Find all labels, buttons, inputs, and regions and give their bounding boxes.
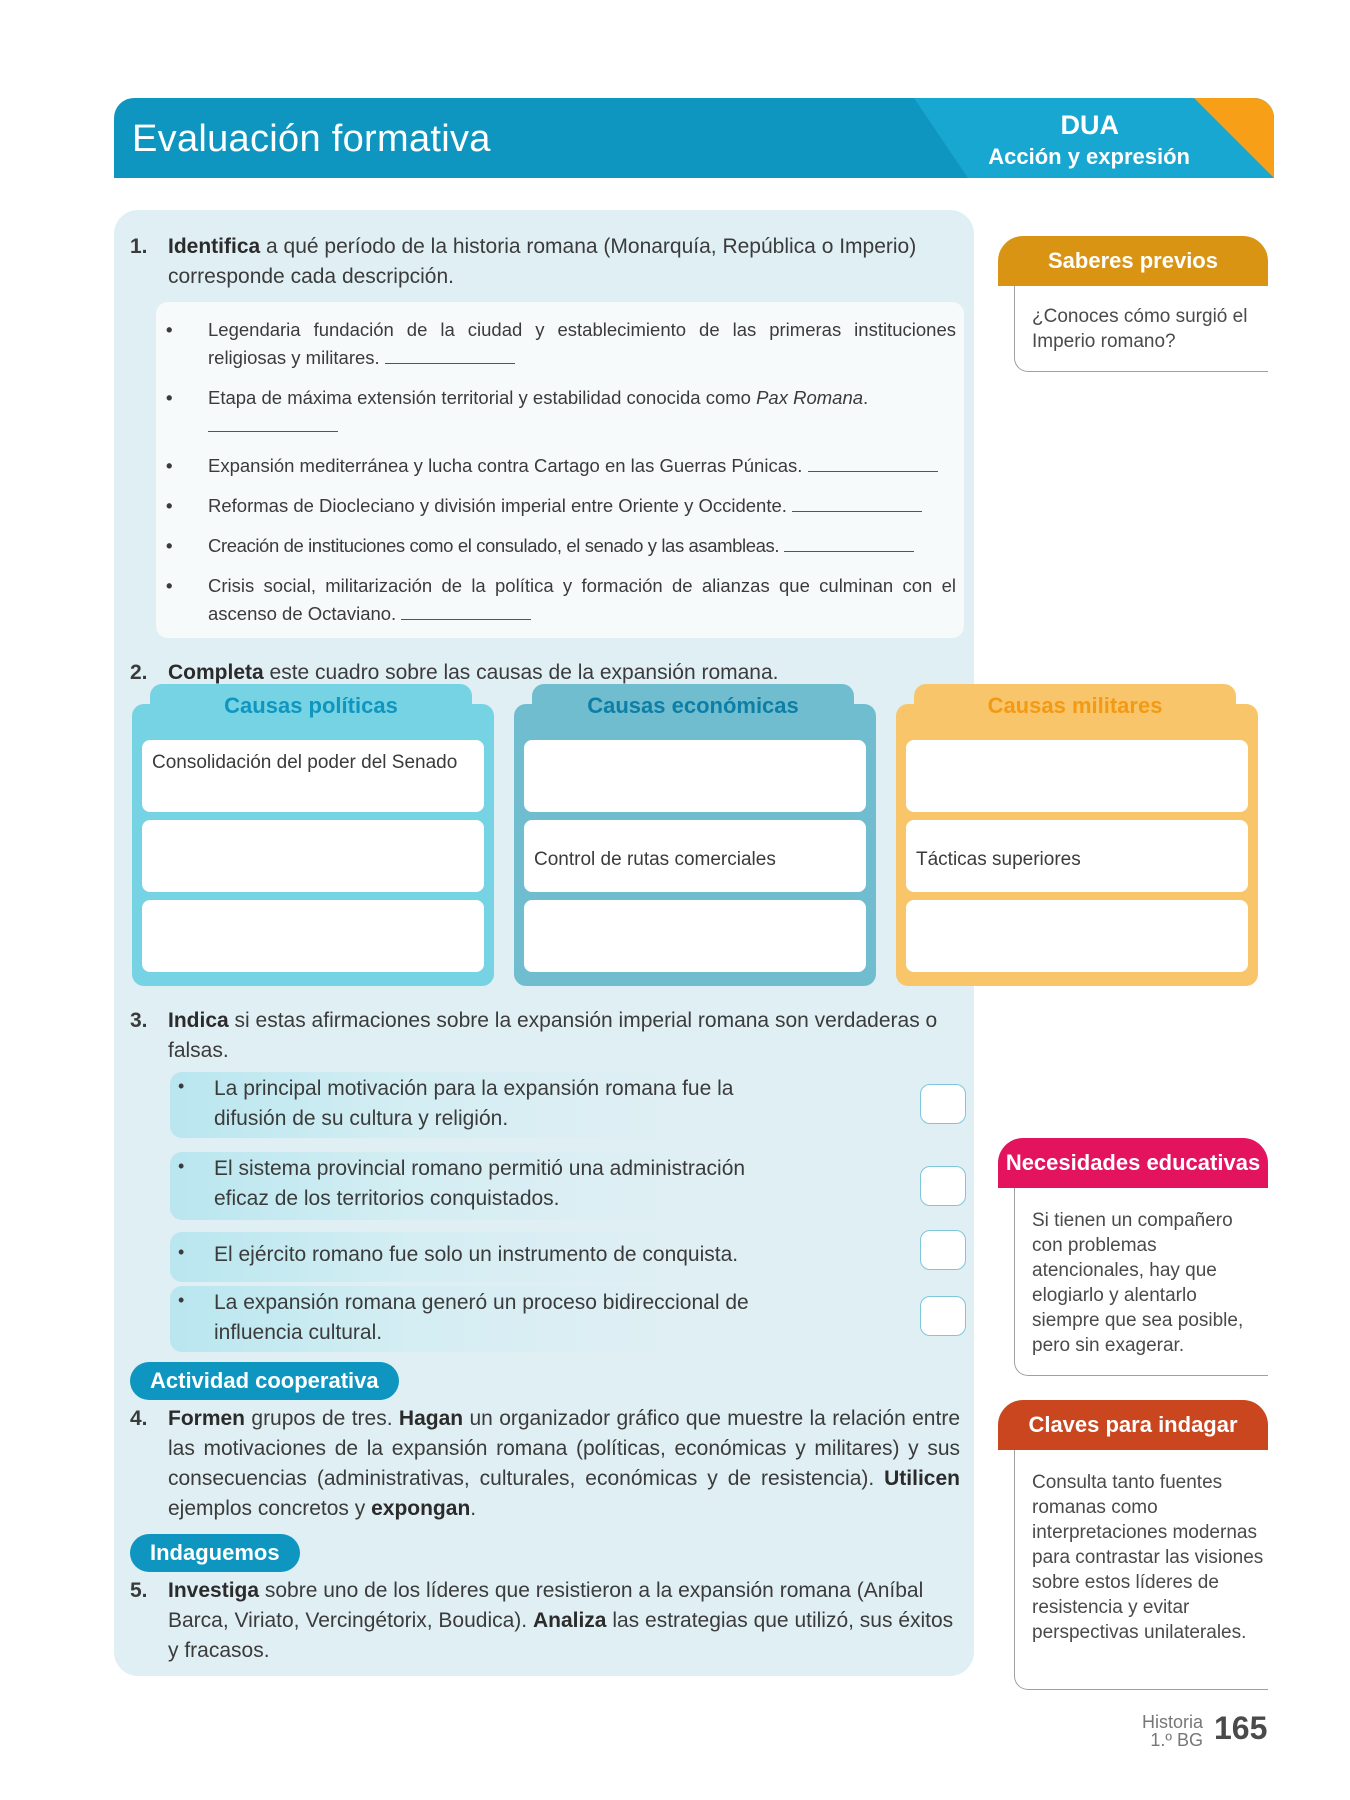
answer-blank[interactable]	[792, 494, 922, 512]
true-false-item: • El sistema provincial romano permitió una administración eficaz de los territorios conquistados.	[170, 1152, 970, 1220]
cause-cell[interactable]	[524, 900, 866, 972]
list-item: • Crisis social, militarización de la política y formación de alianzas que culminan con el ascenso de Octaviano.	[166, 575, 956, 624]
footer-subject: Historia 1.º BG	[1141, 1712, 1203, 1750]
political-causes-box	[132, 693, 494, 986]
economic-causes-box	[514, 693, 876, 986]
cause-cell[interactable]: Control de rutas comerciales	[524, 820, 866, 892]
section-title: Evaluación formativa	[132, 118, 491, 160]
cause-cell[interactable]	[906, 900, 1248, 972]
answer-blank[interactable]	[385, 346, 515, 364]
special-needs-title: Necesidades educativas	[998, 1138, 1268, 1188]
list-item: • Reformas de Diocleciano y división imperial entre Oriente y Occidente.	[166, 492, 956, 520]
true-false-item: • El ejército romano fue solo un instrumento de conquista.	[170, 1232, 970, 1282]
cause-cell[interactable]: Tácticas superiores	[906, 820, 1248, 892]
box-border	[1014, 1188, 1268, 1376]
dua-title: DUA	[1060, 110, 1119, 140]
question-1	[130, 232, 960, 292]
cause-cell[interactable]	[906, 740, 1248, 812]
special-needs-text: Si tienen un compañero con problemas atencionales, hay que elogiarlo y alentarlo siempre que sea posible, pero sin exagerar.	[1032, 1210, 1244, 1356]
military-causes-box	[896, 693, 1258, 986]
page-number: 165	[1214, 1710, 1268, 1746]
true-false-item: • La expansión romana generó un proceso bidireccional de influencia cultural.	[170, 1286, 970, 1352]
section-header	[114, 98, 1274, 178]
true-false-item: • La principal motivación para la expansión romana fue la difusión de su cultura y religión.	[170, 1072, 970, 1138]
list-item: • Creación de instituciones como el consulado, el senado y las asambleas.	[166, 532, 956, 560]
answer-blank[interactable]	[784, 534, 914, 552]
question-3: 3. Indica si estas afirmaciones sobre la expansión imperial romana son verdaderas o falsas.	[130, 1009, 938, 1062]
question-5: 5. Investiga sobre uno de los líderes que resistieron a la expansión romana (Aníbal Barca, Viriato, Vercingétorix, Boudica). Analiza las estrategias que utilizó, sus éxitos y fracasos.	[130, 1579, 954, 1662]
period-list	[156, 302, 964, 638]
answer-blank[interactable]	[808, 454, 938, 472]
cause-cell[interactable]: Consolidación del poder del Senado	[142, 740, 484, 812]
true-false-answer-box[interactable]	[920, 1296, 966, 1336]
prior-knowledge-title: Saberes previos	[998, 236, 1268, 286]
research-label: Indaguemos	[130, 1534, 300, 1572]
military-causes-title: Causas militares	[914, 684, 1236, 730]
question-verb: Identifica	[168, 235, 261, 258]
prior-knowledge-text: ¿Conoces cómo surgió el Imperio romano?	[1032, 306, 1248, 352]
list-item: • Legendaria fundación de la ciudad y establecimiento de las primeras instituciones religiosas y militares.	[166, 319, 956, 368]
true-false-answer-box[interactable]	[920, 1230, 966, 1270]
question-4: 4. Formen grupos de tres. Hagan un organizador gráfico que muestre la relación entre las motivaciones de la expansión romana (políticas, económicas y militares) y sus consecuencias (administrativas, culturales, económicas y de resistencia). Utilicen ejemplos concretos y expongan.	[130, 1407, 960, 1520]
cause-cell[interactable]	[142, 900, 484, 972]
cause-cell[interactable]	[142, 820, 484, 892]
answer-blank[interactable]	[401, 602, 531, 620]
question-text: a qué período de la historia romana (Monarquía, República o Imperio) corresponde cada descripción.	[168, 235, 917, 288]
prior-knowledge-box	[998, 236, 1268, 376]
list-item: • Etapa de máxima extensión territorial y estabilidad conocida como Pax Romana.	[166, 384, 956, 440]
dua-subtitle: Acción y expresión	[988, 144, 1190, 169]
research-keys-box	[998, 1400, 1268, 1690]
cooperative-activity-label: Actividad cooperativa	[130, 1362, 399, 1400]
true-false-answer-box[interactable]	[920, 1084, 966, 1124]
cause-cell[interactable]	[524, 740, 866, 812]
question-number: 1.	[130, 235, 148, 258]
political-causes-title: Causas políticas	[150, 684, 472, 730]
box-border	[1014, 1450, 1268, 1690]
research-keys-title: Claves para indagar	[998, 1400, 1268, 1450]
box-border	[1014, 286, 1268, 372]
answer-blank[interactable]	[208, 414, 338, 432]
true-false-answer-box[interactable]	[920, 1166, 966, 1206]
research-keys-text: Consulta tanto fuentes romanas como interpretaciones modernas para contrastar las visiones sobre estos líderes de resistencia y evitar perspectivas unilaterales.	[1032, 1472, 1264, 1643]
list-item: • Expansión mediterránea y lucha contra Cartago en las Guerras Púnicas.	[166, 452, 956, 480]
economic-causes-title: Causas económicas	[532, 684, 854, 730]
special-needs-box	[998, 1138, 1268, 1378]
question-2: 2. Completa este cuadro sobre las causas de la expansión romana.	[130, 661, 779, 684]
